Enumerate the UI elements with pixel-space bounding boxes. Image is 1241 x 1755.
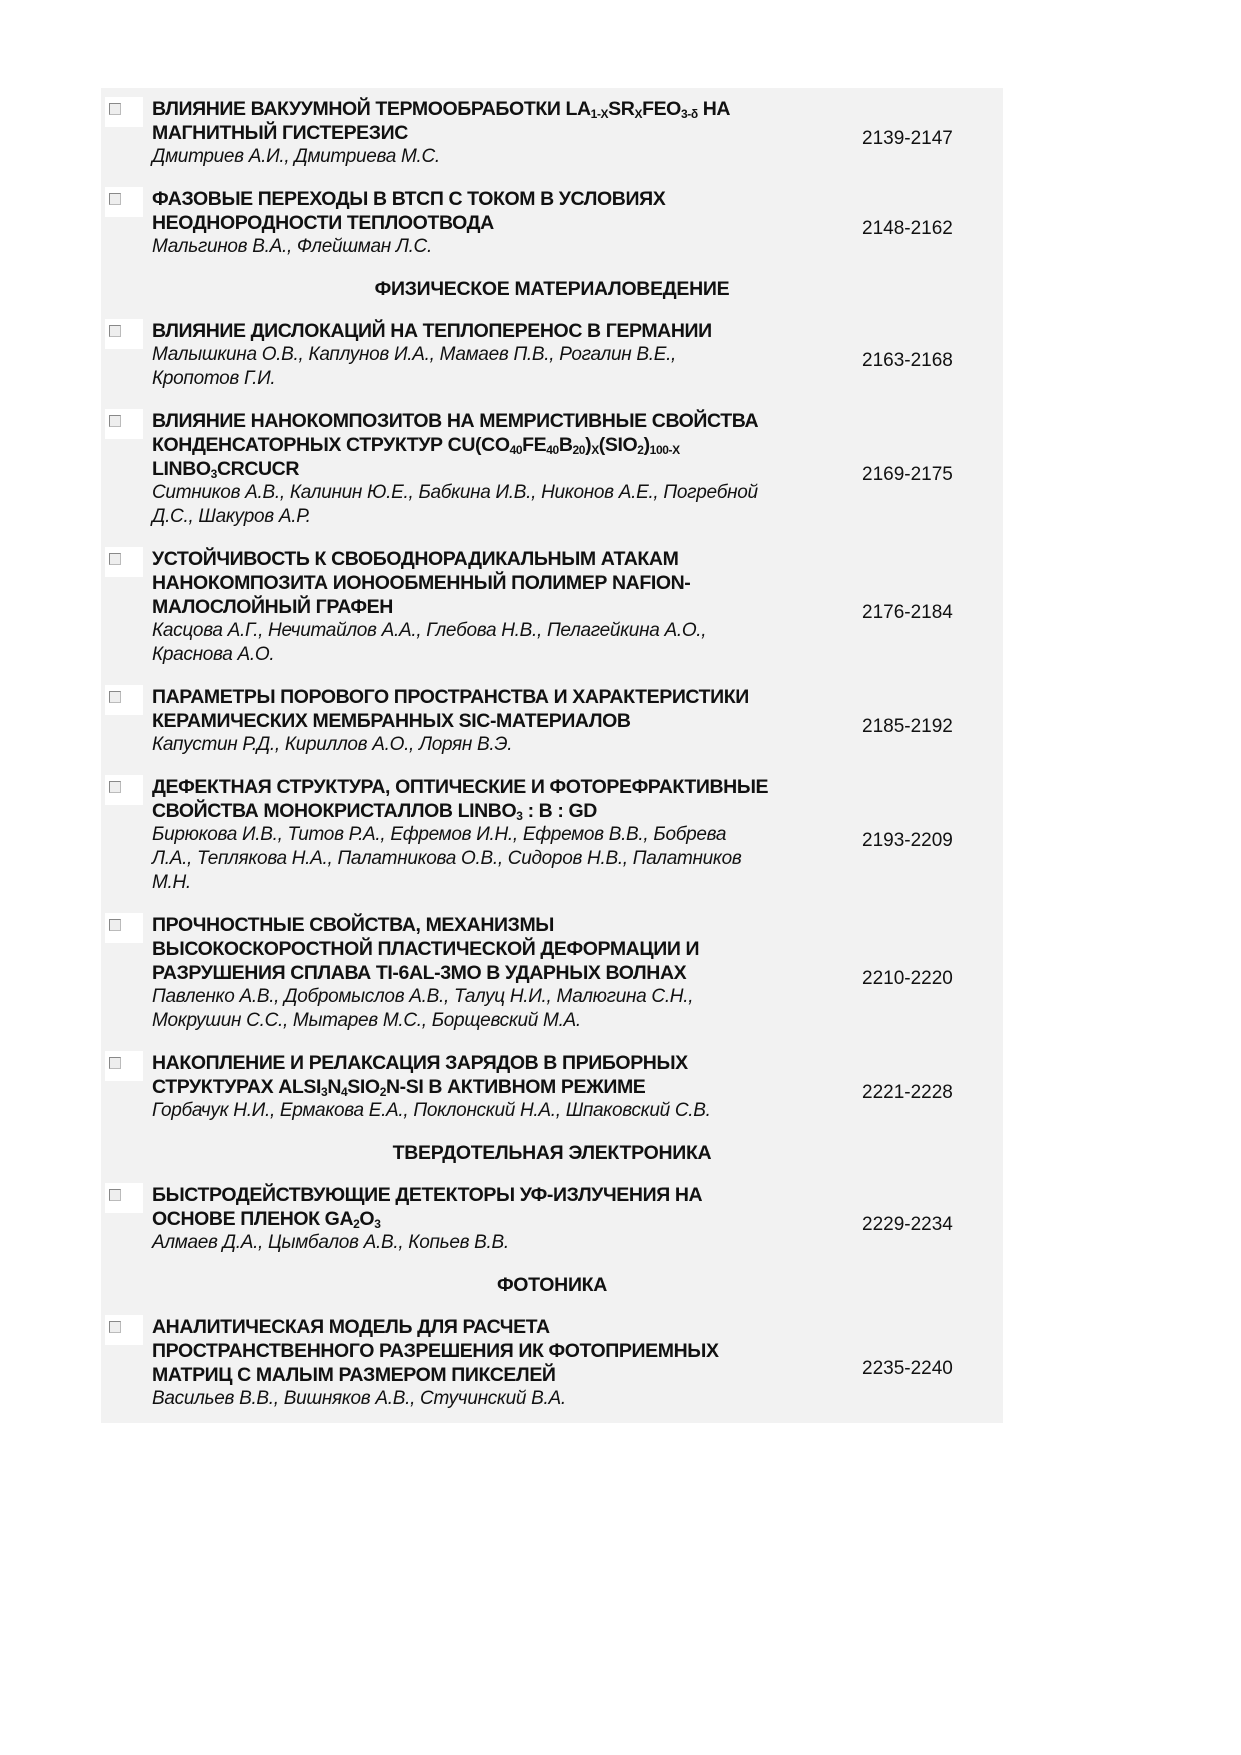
article-text	[152, 1315, 842, 1411]
title-text: НАКОПЛЕНИЕ И РЕЛАКСАЦИЯ ЗАРЯДОВ В ПРИБОРНЫХ	[152, 1052, 688, 1074]
article-text	[152, 547, 842, 667]
title-subscript: 3-δ	[680, 107, 698, 121]
title-text: : B : GD	[522, 800, 597, 822]
title-subscript: X	[591, 443, 599, 457]
title-line	[152, 211, 842, 235]
title-line	[152, 961, 842, 985]
title-text: N-SI В АКТИВНОМ РЕЖИМЕ	[385, 1076, 646, 1098]
article-text	[152, 319, 842, 391]
article-authors	[152, 733, 842, 757]
article-pages: 2221-2228	[862, 1082, 953, 1103]
title-subscript: X	[634, 107, 643, 121]
article-title-link[interactable]	[152, 319, 842, 343]
article-authors	[152, 343, 842, 391]
title-subscript: 100-X	[649, 443, 680, 457]
authors-line: Касцова А.Г., Нечитайлов А.А., Глебова Н.В., Пелагейкина А.О.,	[152, 620, 707, 641]
article-title-link[interactable]	[152, 685, 842, 733]
title-subscript: 20	[572, 443, 586, 457]
checkbox-icon[interactable]	[105, 685, 143, 715]
title-text: ПРОЧНОСТНЫЕ СВОЙСТВА, МЕХАНИЗМЫ	[152, 914, 554, 936]
article-entry	[101, 1315, 1003, 1411]
title-line	[152, 319, 842, 343]
article-authors	[152, 1099, 842, 1123]
article-entry	[101, 409, 1003, 529]
title-text: НАНОКОМПОЗИТА ИОНООБМЕННЫЙ ПОЛИМЕР NAFION-	[152, 572, 691, 594]
title-text: СТРУКТУРАХ ALSI	[152, 1076, 322, 1098]
title-text: ДЕФЕКТНАЯ СТРУКТУРА, ОПТИЧЕСКИЕ И ФОТОРЕФРАКТИВНЫЕ	[152, 776, 769, 798]
article-title-link[interactable]	[152, 547, 842, 619]
section-heading: ТВЕРДОТЕЛЬНАЯ ЭЛЕКТРОНИКА	[392, 1142, 712, 1164]
title-line	[152, 1339, 842, 1363]
article-authors	[152, 985, 842, 1033]
title-text: )	[585, 434, 592, 456]
title-line	[152, 1051, 842, 1075]
title-line	[152, 595, 842, 619]
title-line	[152, 571, 842, 595]
title-line	[152, 685, 842, 709]
article-authors	[152, 481, 842, 529]
article-title-link[interactable]	[152, 1051, 842, 1099]
title-text: ОСНОВЕ ПЛЕНОК GA	[152, 1208, 354, 1230]
title-text: (SIO	[598, 434, 638, 456]
title-text: МАГНИТНЫЙ ГИСТЕРЕЗИС	[152, 122, 408, 144]
article-title-link[interactable]	[152, 409, 842, 481]
section-heading: ФОТОНИКА	[496, 1274, 608, 1296]
authors-line: Дмитриев А.И., Дмитриева М.С.	[152, 146, 440, 167]
title-subscript: 3	[374, 1217, 381, 1231]
article-text	[152, 187, 842, 259]
title-text: ПРОСТРАНСТВЕННОГО РАЗРЕШЕНИЯ ИК ФОТОПРИЕМНЫХ	[152, 1340, 719, 1362]
article-entry	[101, 685, 1003, 757]
article-text	[152, 775, 842, 895]
article-authors	[152, 1387, 842, 1411]
title-text: B	[558, 434, 573, 456]
article-entry	[101, 319, 1003, 391]
checkbox-icon[interactable]	[105, 319, 143, 349]
authors-line: Капустин Р.Д., Кириллов А.О., Лорян В.Э.	[152, 734, 513, 755]
authors-line: Горбачук Н.И., Ермакова Е.А., Поклонский Н.А., Шпаковский С.В.	[152, 1100, 711, 1121]
authors-line: Краснова А.О.	[152, 644, 275, 665]
title-line	[152, 913, 842, 937]
article-authors	[152, 619, 842, 667]
article-text	[152, 1183, 842, 1255]
checkbox-icon[interactable]	[105, 1051, 143, 1081]
article-title-link[interactable]	[152, 97, 842, 145]
article-authors	[152, 1231, 842, 1255]
checkbox-icon[interactable]	[105, 913, 143, 943]
title-text: НА	[697, 98, 731, 120]
title-text: SR	[608, 98, 635, 120]
title-text: УСТОЙЧИВОСТЬ К СВОБОДНОРАДИКАЛЬНЫМ АТАКАМ	[152, 548, 679, 570]
authors-line: Л.А., Теплякова Н.А., Палатникова О.В., Сидоров Н.В., Палатников	[152, 848, 742, 869]
title-line	[152, 457, 842, 481]
checkbox-icon[interactable]	[105, 187, 143, 217]
title-text: АНАЛИТИЧЕСКАЯ МОДЕЛЬ ДЛЯ РАСЧЕТА	[152, 1316, 550, 1338]
authors-line: Ситников А.В., Калинин Ю.Е., Бабкина И.В., Никонов А.Е., Погребной	[152, 482, 758, 503]
title-line	[152, 547, 842, 571]
section-heading: ФИЗИЧЕСКОЕ МАТЕРИАЛОВЕДЕНИЕ	[374, 278, 730, 300]
article-text	[152, 409, 842, 529]
article-text	[152, 913, 842, 1033]
checkbox-icon[interactable]	[105, 1183, 143, 1213]
title-subscript: 2	[379, 1085, 386, 1099]
authors-line: Д.С., Шакуров А.Р.	[152, 506, 311, 527]
title-subscript: 40	[546, 443, 559, 457]
title-line	[152, 187, 842, 211]
article-pages: 2169-2175	[862, 464, 953, 485]
title-text: SIO	[347, 1076, 380, 1098]
checkbox-icon[interactable]	[105, 547, 143, 577]
article-pages: 2193-2209	[862, 830, 953, 851]
title-line	[152, 409, 842, 433]
title-text: МАЛОСЛОЙНЫЙ ГРАФЕН	[152, 596, 393, 618]
title-subscript: 4	[341, 1085, 348, 1099]
authors-line: М.Н.	[152, 872, 191, 893]
article-pages: 2185-2192	[862, 716, 953, 737]
article-entry	[101, 913, 1003, 1033]
article-title-link[interactable]	[152, 913, 842, 985]
title-text: РАЗРУШЕНИЯ СПЛАВА TI-6AL-3MO В УДАРНЫХ ВОЛНАХ	[152, 962, 687, 984]
authors-line: Кропотов Г.И.	[152, 368, 276, 389]
title-line	[152, 799, 842, 823]
article-authors	[152, 145, 842, 169]
article-pages: 2235-2240	[862, 1358, 953, 1379]
checkbox-icon[interactable]	[105, 775, 143, 805]
article-text	[152, 97, 842, 169]
title-line	[152, 709, 842, 733]
article-authors	[152, 235, 842, 259]
title-subscript: 2	[637, 443, 644, 457]
title-line	[152, 1315, 842, 1339]
title-text: LINBO	[152, 458, 211, 480]
title-line	[152, 433, 842, 457]
title-text: )	[643, 434, 650, 456]
title-text: CRCUCR	[216, 458, 300, 480]
article-entry	[101, 97, 1003, 169]
title-subscript: 3	[516, 809, 523, 823]
table-of-contents	[101, 88, 1003, 1423]
authors-line: Мальгинов В.А., Флейшман Л.С.	[152, 236, 432, 257]
title-text: FE	[522, 434, 547, 456]
article-entry	[101, 1183, 1003, 1255]
checkbox-icon[interactable]	[105, 97, 143, 127]
authors-line: Мокрушин С.С., Мытарев М.С., Борщевский М.А.	[152, 1010, 581, 1031]
article-title-link[interactable]	[152, 1315, 842, 1387]
article-authors	[152, 823, 842, 895]
article-text	[152, 685, 842, 757]
title-text: ВЫСОКОСКОРОСТНОЙ ПЛАСТИЧЕСКОЙ ДЕФОРМАЦИИ И	[152, 938, 700, 960]
authors-line: Малышкина О.В., Каплунов И.А., Мамаев П.В., Рогалин В.Е.,	[152, 344, 677, 365]
title-line	[152, 1183, 842, 1207]
article-title-link[interactable]	[152, 775, 842, 823]
title-text: O	[359, 1208, 375, 1230]
article-entry	[101, 775, 1003, 895]
title-text: СВОЙСТВА МОНОКРИСТАЛЛОВ LINBO	[152, 800, 517, 822]
title-text: КЕРАМИЧЕСКИХ МЕМБРАННЫХ SIC-МАТЕРИАЛОВ	[152, 710, 631, 732]
article-title-link[interactable]	[152, 187, 842, 235]
title-text: ВЛИЯНИЕ ВАКУУМНОЙ ТЕРМООБРАБОТКИ LA	[152, 98, 591, 120]
authors-line: Алмаев Д.А., Цымбалов А.В., Копьев В.В.	[152, 1232, 509, 1253]
title-text: ВЛИЯНИЕ ДИСЛОКАЦИЙ НА ТЕПЛОПЕРЕНОС В ГЕРМАНИИ	[152, 320, 712, 342]
title-text: БЫСТРОДЕЙСТВУЮЩИЕ ДЕТЕКТОРЫ УФ-ИЗЛУЧЕНИЯ НА	[152, 1184, 703, 1206]
title-subscript: 1-X	[590, 107, 609, 121]
title-text: НЕОДНОРОДНОСТИ ТЕПЛООТВОДА	[152, 212, 494, 234]
article-pages: 2163-2168	[862, 350, 953, 371]
title-line	[152, 937, 842, 961]
checkbox-icon[interactable]	[105, 1315, 143, 1345]
title-line	[152, 97, 842, 121]
title-subscript: 3	[321, 1085, 328, 1099]
checkbox-icon[interactable]	[105, 409, 143, 439]
title-subscript: 2	[353, 1217, 360, 1231]
article-pages: 2176-2184	[862, 602, 953, 623]
title-text: ВЛИЯНИЕ НАНОКОМПОЗИТОВ НА МЕМРИСТИВНЫЕ СВОЙСТВА	[152, 410, 759, 432]
article-pages: 2229-2234	[862, 1214, 953, 1235]
article-entry	[101, 187, 1003, 259]
article-entry	[101, 1051, 1003, 1123]
authors-line: Павленко А.В., Добромыслов А.В., Талуц Н.И., Малюгина С.Н.,	[152, 986, 694, 1007]
title-text: FEO	[642, 98, 681, 120]
title-line	[152, 1363, 842, 1387]
title-subscript: 3	[210, 467, 217, 481]
title-text: МАТРИЦ С МАЛЫМ РАЗМЕРОМ ПИКСЕЛЕЙ	[152, 1364, 556, 1386]
title-text: ФАЗОВЫЕ ПЕРЕХОДЫ В ВТСП С ТОКОМ В УСЛОВИЯХ	[152, 188, 666, 210]
article-pages: 2148-2162	[862, 218, 953, 239]
authors-line: Васильев В.В., Вишняков А.В., Стучинский В.А.	[152, 1388, 566, 1409]
authors-line: Бирюкова И.В., Титов Р.А., Ефремов И.Н., Ефремов В.В., Бобрева	[152, 824, 727, 845]
title-line	[152, 1207, 842, 1231]
title-line	[152, 775, 842, 799]
article-title-link[interactable]	[152, 1183, 842, 1231]
article-entry	[101, 547, 1003, 667]
title-text: КОНДЕНСАТОРНЫХ СТРУКТУР CU(CO	[152, 434, 510, 456]
title-text: N	[327, 1076, 342, 1098]
article-pages: 2139-2147	[862, 128, 953, 149]
article-pages: 2210-2220	[862, 968, 953, 989]
title-line	[152, 121, 842, 145]
title-subscript: 40	[509, 443, 523, 457]
title-line	[152, 1075, 842, 1099]
article-text	[152, 1051, 842, 1123]
title-text: ПАРАМЕТРЫ ПОРОВОГО ПРОСТРАНСТВА И ХАРАКТЕРИСТИКИ	[152, 686, 749, 708]
